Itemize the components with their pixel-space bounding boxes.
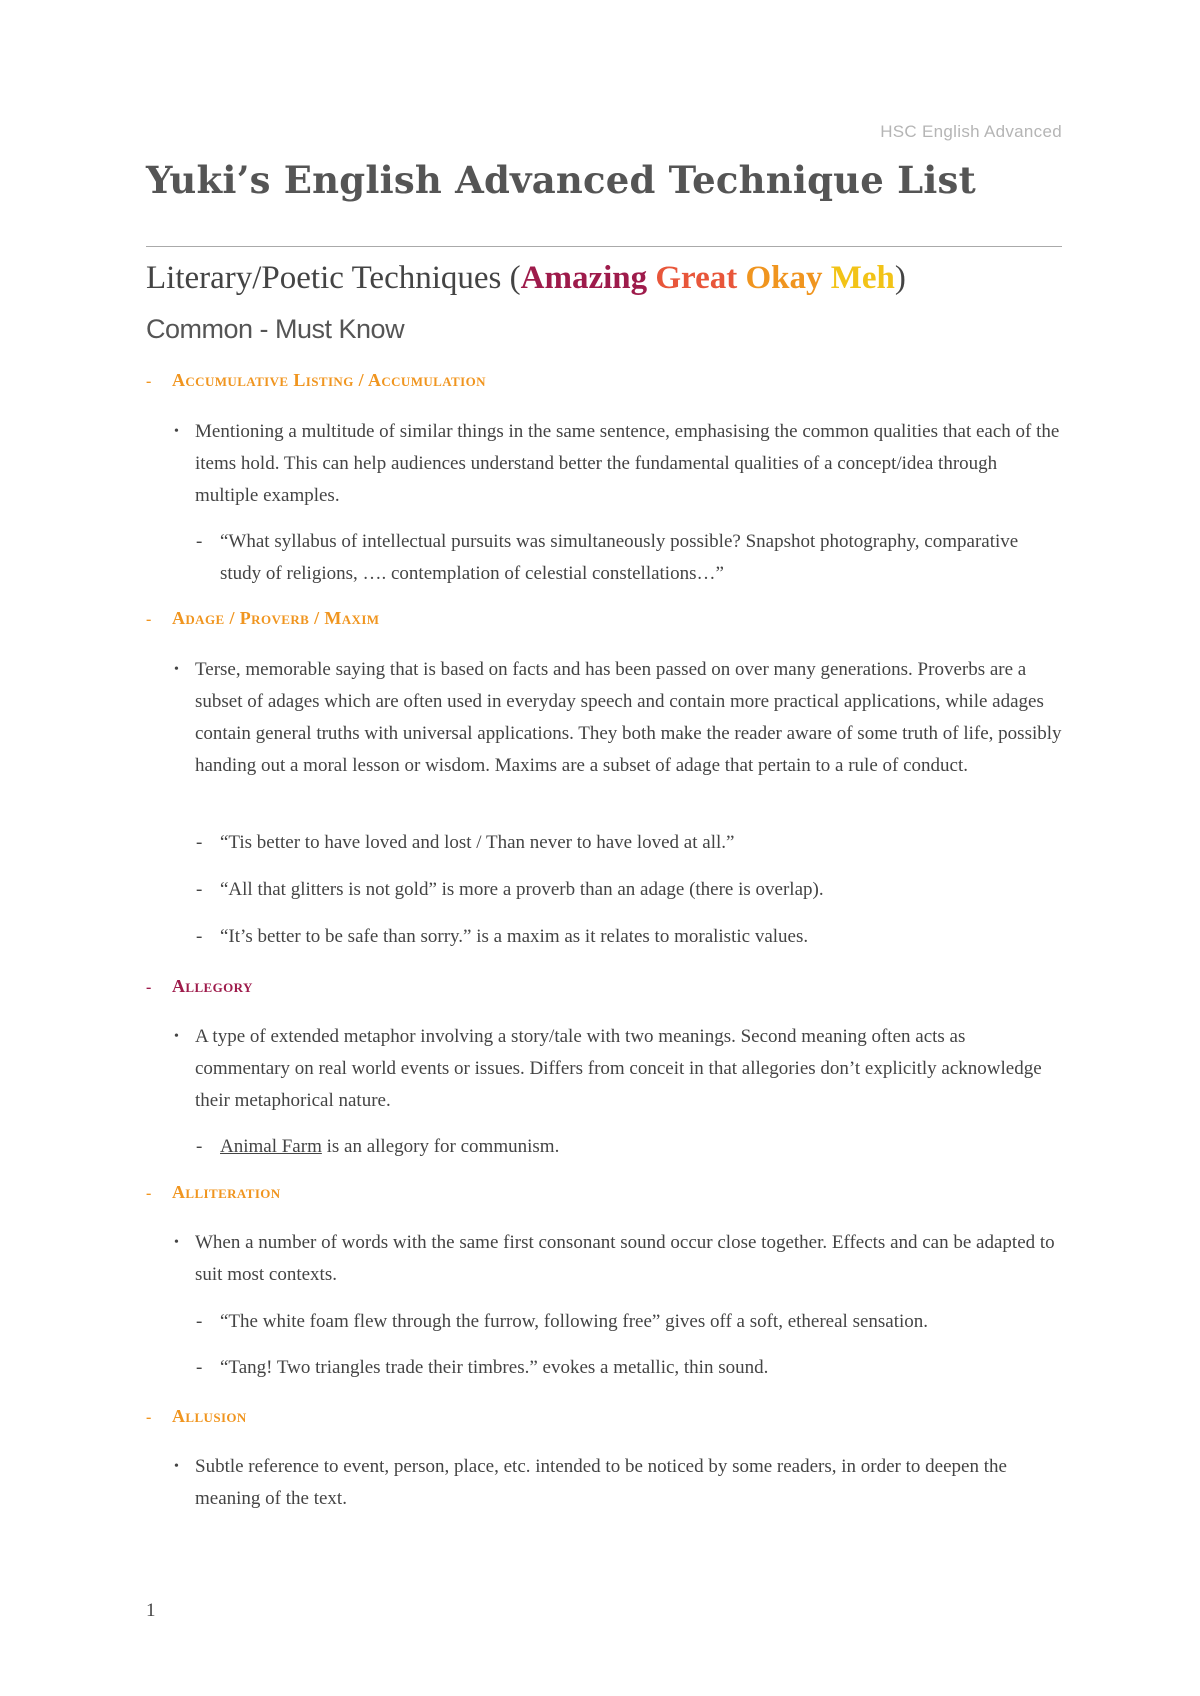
example-dash: - <box>196 879 203 900</box>
example-text: “The white foam flew through the furrow, following free” gives off a soft, ethereal sensation. <box>220 1311 929 1332</box>
bullet-icon: • <box>174 1235 179 1250</box>
term-heading <box>146 370 486 391</box>
definition-item <box>174 416 1064 512</box>
bullet-icon: • <box>174 424 179 439</box>
term-dash: - <box>146 611 152 628</box>
example-dash: - <box>196 531 203 552</box>
definition-item <box>174 1021 1064 1117</box>
term-dash: - <box>146 373 152 390</box>
bullet-icon: • <box>174 662 179 677</box>
example-text: “It’s better to be safe than sorry.” is a maxim as it relates to moralistic values. <box>220 926 809 947</box>
definition-item <box>174 1227 1064 1291</box>
example-dash: - <box>196 832 203 853</box>
section-heading <box>146 260 906 297</box>
sub-heading: Common - Must Know <box>146 314 405 344</box>
example-dash: - <box>196 926 203 947</box>
example-dash: - <box>196 1136 203 1157</box>
example-item <box>196 1131 1056 1163</box>
definition-item <box>174 1451 1064 1515</box>
page-number: 1 <box>146 1600 156 1621</box>
term-dash: - <box>146 1409 152 1426</box>
bullet-icon: • <box>174 1029 179 1044</box>
example-item <box>196 921 1056 953</box>
definition-text: A type of extended metaphor involving a story/tale with two meanings. Second meaning often acts as commentary on real world events or issues. Differs from conceit in that allegories don’t explicitly acknowledge their metaphorical nature. <box>195 1026 1042 1111</box>
definition-text: Terse, memorable saying that is based on facts and has been passed on over many generations. Proverbs are a subset of adages which are often used in everyday speech and contain more practical applications, while adages contain general truths with universal applications. They both make the reader aware of some truth of life, possibly handing out a moral lesson or wisdom. Maxims are a subset of adage that pertain to a rule of conduct. <box>195 659 1062 776</box>
example-dash: - <box>196 1357 203 1378</box>
example-text <box>220 1131 1056 1163</box>
rating-amazing: Amazing <box>520 260 648 296</box>
example-text: “Tang! Two triangles trade their timbres.” evokes a metallic, thin sound. <box>220 1357 769 1378</box>
term-name: Accumulative Listing / Accumulation <box>172 370 486 390</box>
term-name: Alliteration <box>172 1182 281 1202</box>
rating-great: Great <box>655 260 738 296</box>
book-title-link-text: Animal Farm <box>220 1136 322 1157</box>
title-divider <box>146 246 1062 247</box>
definition-text: Subtle reference to event, person, place, etc. intended to be noticed by some readers, in order to deepen the meaning of the text. <box>195 1456 1007 1509</box>
rating-meh: Meh <box>830 260 895 296</box>
term-name: Adage / Proverb / Maxim <box>172 608 380 628</box>
example-item <box>196 874 1056 906</box>
term-heading <box>146 976 253 997</box>
definition-text: When a number of words with the same first consonant sound occur close together. Effects and can be adapted to suit most contexts. <box>195 1232 1055 1285</box>
example-dash: - <box>196 1311 203 1332</box>
definition-item <box>174 654 1064 782</box>
section-heading-suffix: ) <box>894 260 906 296</box>
example-text: “Tis better to have loved and lost / Than never to have loved at all.” <box>220 832 735 853</box>
term-name: Allusion <box>172 1406 247 1426</box>
definition-text: Mentioning a multitude of similar things in the same sentence, emphasising the common qualities that each of the items hold. This can help audiences understand better the fundamental qualities of a concept/idea through multiple examples. <box>195 421 1060 506</box>
example-text: “What syllabus of intellectual pursuits was simultaneously possible? Snapshot photography, comparative study of religions, …. contemplation of celestial constellations…” <box>220 531 1019 584</box>
example-rest-text: is an allegory for communism. <box>321 1136 560 1157</box>
example-item <box>196 526 1056 590</box>
term-name: Allegory <box>172 976 253 996</box>
term-heading <box>146 1406 247 1427</box>
rating-okay: Okay <box>745 260 823 296</box>
running-header: HSC English Advanced <box>880 122 1062 141</box>
document-title: Yuki’s English Advanced Technique List <box>146 158 976 202</box>
term-dash: - <box>146 979 152 996</box>
term-heading <box>146 1182 281 1203</box>
example-item <box>196 1352 1056 1384</box>
bullet-icon: • <box>174 1459 179 1474</box>
term-heading <box>146 608 379 629</box>
example-text: “All that glitters is not gold” is more a proverb than an adage (there is overlap). <box>220 879 824 900</box>
example-item <box>196 827 1056 859</box>
term-dash: - <box>146 1185 152 1202</box>
section-heading-prefix: Literary/Poetic Techniques ( <box>146 260 521 296</box>
example-item <box>196 1306 1056 1338</box>
